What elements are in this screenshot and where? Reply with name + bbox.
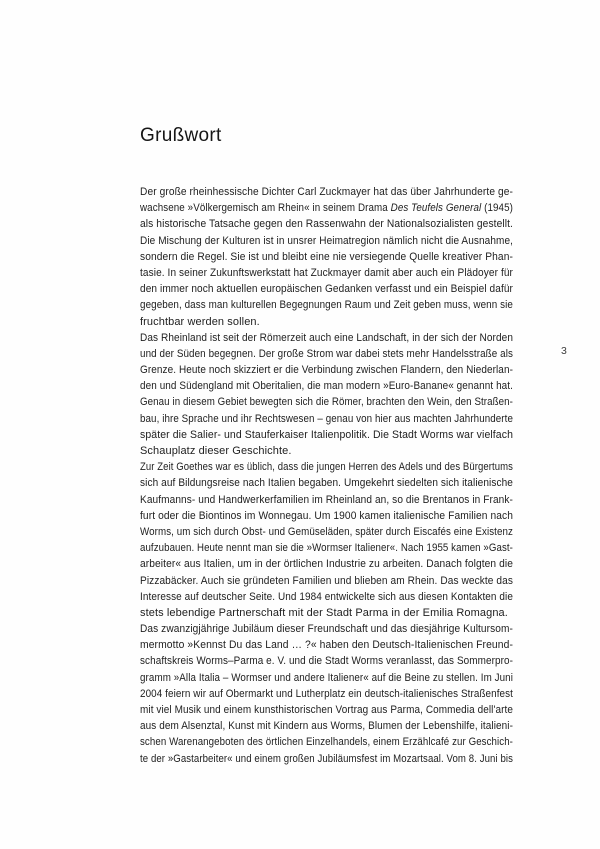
text-line-content [140,540,513,556]
text-segment: Die Mischung der Kulturen ist in unsrer Heimatregion nämlich nicht die Ausnahme, [140,234,513,247]
text-line [140,360,513,376]
text-line [140,732,513,748]
text-line-content [140,589,513,605]
text-line [140,700,513,716]
text-line [140,182,513,198]
text-line [140,198,513,214]
text-segment: tasie. In seiner Zukunftswerkstatt hat Zuckmayer damit aber auch ein Plädoyer für [140,266,513,279]
text-segment: stets lebendige Partnerschaft mit der Stadt Parma in der Emilia Romagna. [140,606,508,619]
text-line-content [140,394,513,410]
text-segment: Der große rheinhessische Dichter Carl Zuckmayer hat das über Jahrhunderte ge- [140,186,513,198]
text-line [140,312,513,328]
text-line [140,506,513,522]
text-segment: schaftskreis Worms–Parma e. V. und die Stadt Worms veranlasst, das Sommerpro- [140,655,513,668]
text-line-content [140,751,513,767]
text-line [140,295,513,311]
body-text [140,182,513,765]
text-segment: Zur Zeit Goethes war es üblich, dass die jungen Herren des Adels und des Bürgertums [140,461,513,474]
text-segment: sondern die Regel. Sie ist und bleibt eine nie versiegende Quelle kreativer Phan- [140,250,513,263]
text-line-content [140,362,513,378]
text-line [140,603,513,619]
text-segment: furt oder die Biontinos im Wonnegau. Um 1900 kamen italienische Familien nach [140,509,513,522]
text-line-content [140,233,513,249]
text-line-content [140,314,260,330]
text-line [140,587,513,603]
text-line-content [140,216,513,232]
text-line-content [140,637,513,653]
text-line [140,279,513,295]
text-line-content [140,508,513,524]
text-segment: aufzubauen. Heute nennt man sie die »Wormser Italiener«. Nach 1955 kamen »Gast- [140,542,513,555]
text-segment: mit viel Musik und einem kunsthistorischen Vortrag aus Parma, Commedia dell'arte [140,704,513,716]
text-segment: den immer noch aktuellen europäischen Gedanken verfasst und ein Beispiel dafür [140,283,513,296]
text-line [140,376,513,392]
text-line-content [140,249,513,265]
text-line-content [140,605,508,621]
text-line [140,328,513,344]
text-segment: Pizzabäcker. Auch sie gründeten Familien und blieben am Rhein. Das weckte das [140,574,513,587]
text-line-content [140,734,513,750]
text-segment: mermotto »Kennst Du das Land … ?« haben den Deutsch-Italienischen Freund- [140,639,513,652]
text-line-content [140,459,513,475]
text-line [140,651,513,667]
page-number: 3 [561,345,567,357]
text-line-content [140,200,513,216]
text-segment: Worms, um sich durch Obst- und Gemüseläden, später durch Eiscafés eine Existenz [140,525,513,538]
text-line-content [140,573,513,589]
text-segment: arbeiter« aus Italien, um in der örtlichen Industrie zu arbeiten. Danach folgten die [140,558,513,571]
text-line-content [140,686,513,702]
text-line-content [140,427,513,443]
text-segment: wachsene »Völkergemisch am Rhein« in seinem Drama [140,202,391,215]
text-line-content [140,265,513,281]
text-line-content [140,281,513,297]
text-line [140,716,513,732]
text-line [140,619,513,635]
text-line [140,749,513,765]
text-line [140,473,513,489]
text-line-content [140,556,513,572]
text-segment: Das Rheinland ist seit der Römerzeit auch eine Landschaft, in der sich der Norden [140,331,513,344]
text-segment: Grenze. Heute noch skizziert er die Verbindung zwischen Flandern, den Niederlan- [140,364,513,377]
text-line [140,635,513,651]
text-line [140,409,513,425]
text-segment: als historische Tatsache gegen den Rassenwahn der Nationalsozialisten gestellt. [140,218,513,231]
text-line-content [140,297,513,313]
text-line-content [140,378,513,394]
text-segment: (1945) [481,202,513,215]
text-line [140,538,513,554]
text-line [140,684,513,700]
page-title: Grußwort [140,125,222,146]
text-line-content [140,621,513,637]
text-segment: Das zwanzigjährige Jubiläum dieser Freundschaft und das diesjährige Kultursom- [140,623,513,636]
text-line [140,554,513,570]
text-line [140,457,513,473]
text-line [140,571,513,587]
text-line [140,668,513,684]
text-segment: Kaufmanns- und Handwerkerfamilien im Rheinland an, so die Brentanos in Frank- [140,493,513,506]
text-line-content [140,653,513,669]
text-segment: gegeben, dass man kulturellen Begegnungen Raum und Zeit geben muss, wenn sie [140,299,513,312]
text-line [140,214,513,230]
text-segment: Interesse auf deutscher Seite. Und 1984 entwickelte sich aus diesen Kontakten die [140,590,513,603]
text-line [140,263,513,279]
text-line-content [140,492,513,508]
text-line-content [140,346,513,362]
text-line [140,441,513,457]
text-line [140,247,513,263]
text-segment: später die Salier- und Stauferkaiser Italienpolitik. Die Stadt Worms war vielfach [140,428,513,441]
text-segment: den und Südengland mit Oberitalien, die man modern »Euro-Banane« genannt hat. [140,380,513,393]
text-segment: te der »Gastarbeiter« und einem großen Jubiläumsfest im Mozartsaal. Vom 8. Juni bis [140,752,513,765]
text-segment: 2004 feiern wir auf Obermarkt und Lutherplatz ein deutsch-italienisches Straßenfest [140,687,513,700]
text-segment: sich auf Bildungsreise nach Italien begaben. Umgekehrt siedelten sich italienische [140,477,513,490]
text-segment: bau, ihre Sprache und ihr Rechtswesen – genau von hier aus machten Jahrhunderte [140,412,513,425]
text-line [140,490,513,506]
text-line-content [140,184,513,200]
text-segment: aus dem Alsenztal, Kunst mit Kindern aus Worms, Blumen der Lebenshilfe, italieni- [140,720,513,733]
drama-title-italic: Des Teufels General [390,202,482,215]
text-line-content [140,524,513,540]
text-segment: fruchtbar werden sollen. [140,315,260,328]
text-line-content [140,411,513,427]
text-line [140,425,513,441]
text-line-content [140,443,291,459]
text-line-content [140,670,513,686]
text-line [140,231,513,247]
text-segment: Genau in diesem Gebiet bewegten sich die Römer, brachten den Wein, den Straßen- [140,396,513,409]
text-segment: gramm »Alla Italia – Wormser und andere Italiener« auf die Beine zu stellen. Im Juni [140,671,513,684]
text-segment: und der Süden begegnen. Der große Strom war dabei stets mehr Handelsstraße als [140,347,513,360]
text-segment: schen Warenangeboten des örtlichen Einzelhandels, einem Erzählcafé zur Geschich- [140,736,513,749]
text-line-content [140,702,513,718]
text-line-content [140,718,513,734]
text-line [140,522,513,538]
text-line-content [140,330,513,346]
text-line [140,344,513,360]
text-line [140,392,513,408]
text-line-content [140,475,513,491]
text-segment: Schauplatz dieser Geschichte. [140,445,292,457]
